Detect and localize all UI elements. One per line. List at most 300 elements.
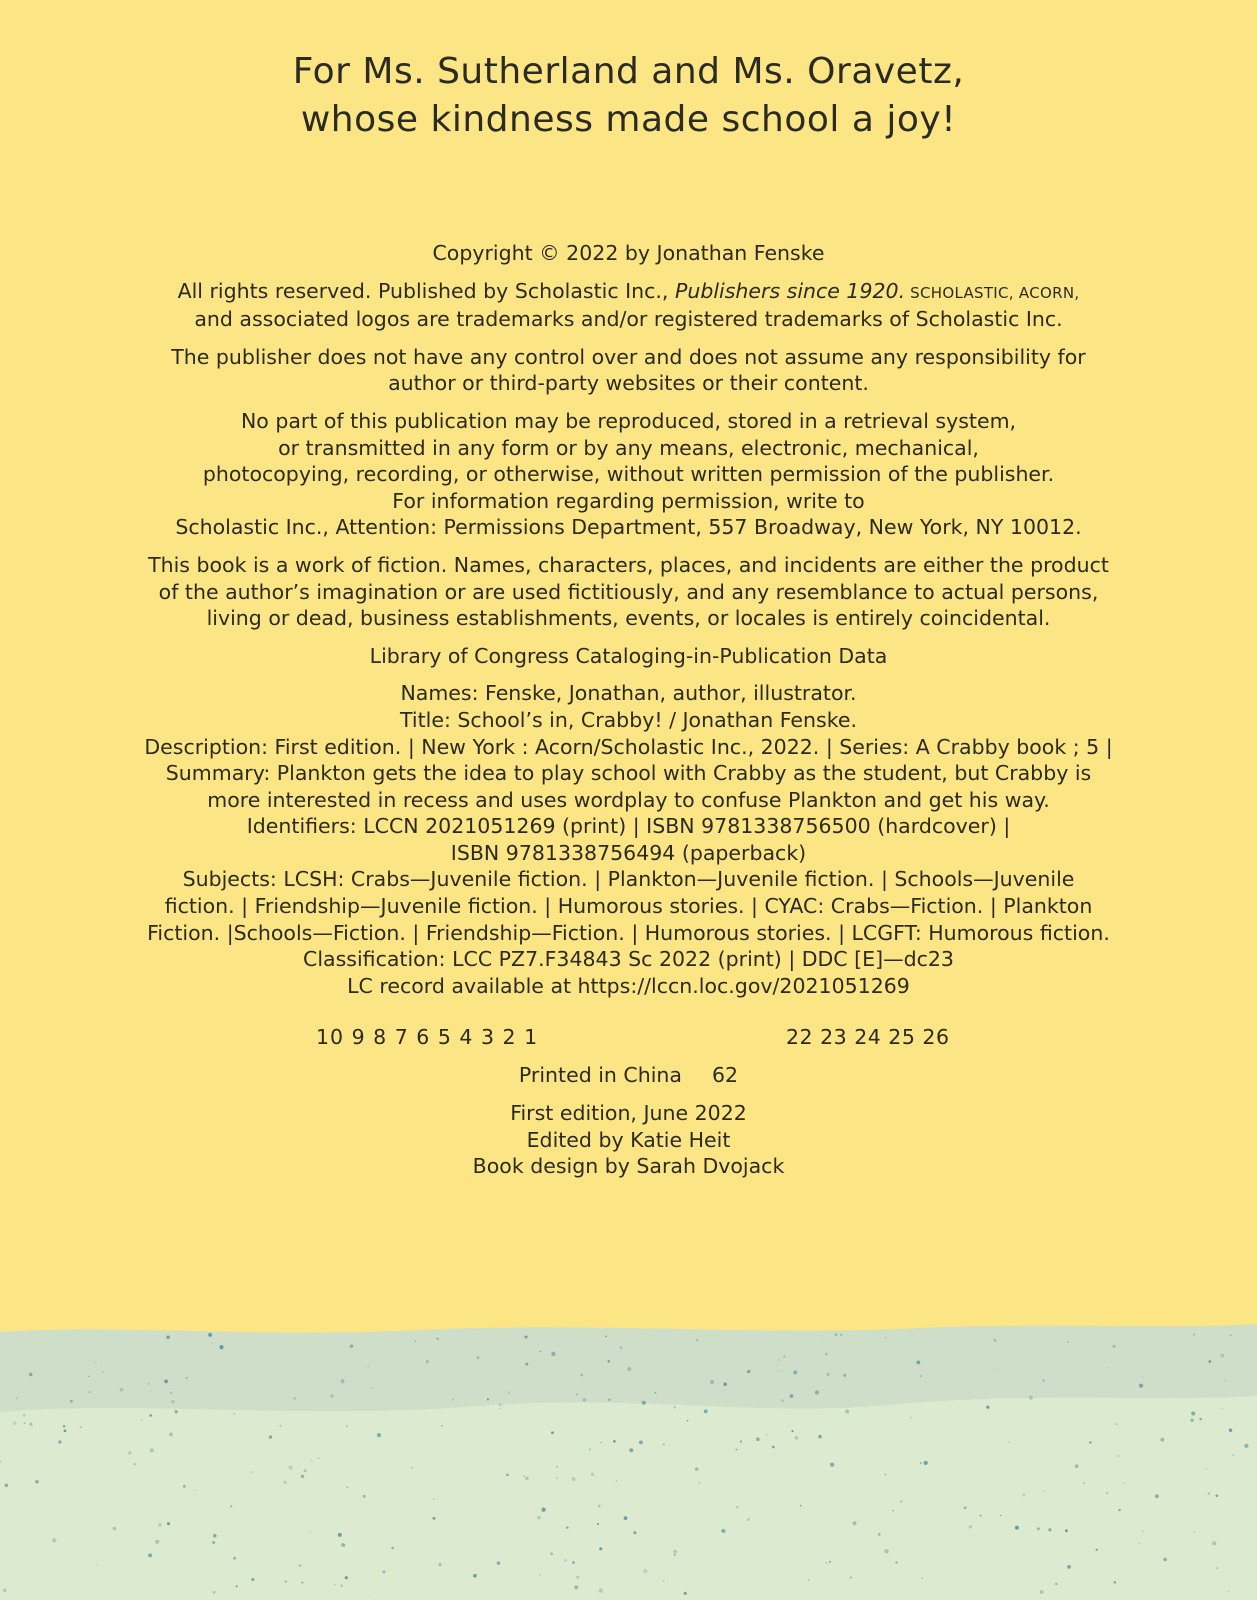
sand-speck [778, 1371, 779, 1372]
sand-speck [539, 1574, 541, 1576]
printer-code: 62 [711, 1063, 739, 1088]
sand-speck [377, 1433, 381, 1437]
sand-speck [58, 1440, 61, 1443]
cip-line: Fiction. |Schools—Fiction. | Friendship—Fiction. | Humorous stories. | LCGFT: Humorous fiction. [147, 920, 1110, 945]
sand-speck [363, 1495, 366, 1498]
cip-line: Classification: LCC PZ7.F34843 Sc 2022 (print) | DDC [E]—dc23 [303, 947, 954, 972]
sand-speck [338, 1533, 342, 1537]
sand-speck [822, 1335, 823, 1336]
sand-speck [922, 1577, 923, 1578]
sand-front-layer [0, 1396, 1257, 1600]
sand-speck [843, 1374, 846, 1377]
cip-line: Title: School’s in, Crabby! / Jonathan Fenske. [400, 707, 857, 732]
sand-speck [920, 1375, 922, 1377]
sand-speck [598, 1504, 601, 1507]
sand-speck [1008, 1441, 1009, 1442]
sand-speck [233, 1557, 236, 1560]
sand-speck [639, 1441, 643, 1445]
sand-speck [551, 1431, 554, 1434]
sand-speck [994, 1339, 997, 1342]
printing-line-numbers: 10 9 8 7 6 5 4 3 2 1 [316, 1025, 539, 1050]
sand-speck [673, 1550, 677, 1554]
sand-speck [128, 1451, 132, 1455]
sand-speck [64, 1429, 67, 1432]
sand-speck [150, 1448, 154, 1452]
sand-speck [583, 1398, 587, 1402]
sand-speck [1160, 1438, 1164, 1442]
sand-speck [164, 1380, 168, 1384]
sand-speck [133, 1463, 136, 1466]
sand-speck [211, 1343, 212, 1344]
sand-speck [1118, 1509, 1120, 1511]
sand-speck [599, 1547, 602, 1550]
sand-speck [341, 1543, 345, 1547]
sand-speck [613, 1440, 616, 1443]
sand-speck [195, 1490, 197, 1492]
reproduction-line: photocopying, recording, or otherwise, without written permission of the publisher. [202, 462, 1055, 487]
sand-speck [141, 1419, 143, 1421]
printed-in-line [0, 1062, 1257, 1089]
sand-speck [572, 1561, 575, 1564]
sand-speck [566, 1526, 568, 1528]
sand-speck [1244, 1444, 1248, 1448]
sand-speck [695, 1467, 699, 1471]
sand-speck [663, 1580, 664, 1581]
sand-speck [1075, 1464, 1079, 1468]
sand-speck [699, 1482, 701, 1484]
sand-speck [5, 1483, 9, 1487]
sand-speck [721, 1529, 725, 1533]
sand-speck [294, 1397, 296, 1399]
sand-speck [155, 1540, 159, 1544]
cip-line: Subjects: LCSH: Crabs—Juvenile fiction. | Plankton—Juvenile fiction. | Schools—Juvenile [182, 867, 1075, 892]
sand-speck [1040, 1590, 1044, 1594]
sand-speck [525, 1335, 528, 1338]
editor-line: Edited by Katie Heit [526, 1127, 731, 1152]
sand-speck [16, 1398, 18, 1400]
sand-speck [830, 1463, 834, 1467]
sand-speck [736, 1449, 737, 1450]
sand-speck [576, 1576, 579, 1579]
sand-speck [487, 1398, 489, 1400]
dedication-line: For Ms. Sutherland and Ms. Oravetz, [292, 51, 965, 92]
sand-speck [624, 1516, 628, 1520]
cip-line: more interested in recess and uses wordplay to confuse Plankton and get his way. [207, 787, 1050, 812]
sand-speck [825, 1353, 828, 1356]
sand-speck [969, 1525, 972, 1528]
sand-speck [411, 1467, 412, 1468]
sand-speck [655, 1392, 657, 1394]
sand-speck [371, 1387, 372, 1388]
sand-speck [341, 1379, 345, 1383]
sand-speck [540, 1351, 542, 1353]
sand-speck [710, 1380, 714, 1384]
cip-line: Description: First edition. | New York : Acorn/Scholastic Inc., 2022. | Series: A Crabby book ; 5 | [144, 734, 1113, 759]
sand-speck [900, 1500, 902, 1502]
sand-speck [885, 1474, 887, 1476]
sand-speck [1191, 1411, 1195, 1415]
sand-speck [345, 1576, 348, 1579]
sand-speck [13, 1421, 16, 1424]
printed-in-country: Printed in China [518, 1063, 682, 1088]
fiction-notice [0, 552, 1257, 632]
sand-speck [96, 1564, 97, 1565]
sand-speck [1112, 1345, 1115, 1348]
sand-speck [591, 1473, 594, 1476]
sand-speck [476, 1356, 479, 1359]
sand-speck [88, 1376, 90, 1378]
sand-speck [506, 1474, 508, 1476]
rights-statement [0, 278, 1257, 333]
sand-speck [473, 1574, 477, 1578]
sand-speck [633, 1531, 636, 1534]
sand-speck [1029, 1396, 1033, 1400]
sand-speck [1083, 1482, 1085, 1484]
sand-speck [433, 1517, 436, 1520]
sand-speck [986, 1405, 989, 1408]
sand-speck [892, 1510, 893, 1511]
sand-speck [236, 1585, 238, 1587]
sand-speck [642, 1401, 646, 1405]
sand-speck [304, 1469, 307, 1472]
sand-speck [747, 1370, 750, 1373]
sand-speck [285, 1580, 287, 1582]
sand-speck [607, 1360, 610, 1363]
sand-speck [835, 1333, 838, 1336]
sand-speck [1138, 1543, 1139, 1544]
sand-speck [600, 1442, 601, 1443]
dedication-line: whose kindness made school a joy! [300, 99, 957, 140]
sand-speck [911, 1417, 912, 1418]
sand-speck [687, 1420, 689, 1422]
sand-speck [251, 1578, 254, 1581]
sand-speck [845, 1410, 849, 1414]
sand-speck [1224, 1380, 1226, 1382]
sand-speck [1208, 1492, 1210, 1494]
sand-speck [438, 1563, 442, 1567]
sand-speck [301, 1475, 304, 1478]
sand-speck [113, 1527, 117, 1531]
sand-speck [597, 1523, 599, 1525]
fiction-line: living or dead, business establishments, events, or locales is entirely coincidental. [206, 606, 1051, 631]
sand-speck [1163, 1558, 1167, 1562]
sand-speck [1205, 1468, 1206, 1469]
sand-speck [740, 1441, 742, 1443]
sand-speck [1015, 1526, 1019, 1530]
sand-speck [499, 1408, 500, 1409]
sand-speck [815, 1390, 819, 1394]
sand-speck [452, 1399, 454, 1401]
sand-speck [213, 1591, 216, 1594]
sand-speck [1208, 1360, 1211, 1363]
sand-speck [330, 1394, 334, 1398]
sand-speck [30, 1423, 33, 1426]
sand-speck [1123, 1482, 1124, 1483]
reproduction-notice [0, 408, 1257, 541]
sand-speck [1022, 1493, 1025, 1496]
sand-speck [1067, 1342, 1068, 1343]
edition-line: First edition, June 2022 [510, 1101, 747, 1126]
sand-speck [916, 1361, 920, 1365]
sand-speck [318, 1457, 320, 1459]
sand-speck [350, 1344, 354, 1348]
reproduction-line: No part of this publication may be reproduced, stored in a retrieval system, [240, 408, 1017, 433]
sand-speck [525, 1477, 528, 1480]
rights-text: All rights reserved. Published by Scholastic Inc., [177, 278, 675, 303]
sand-speck [183, 1485, 186, 1488]
sand-speck [234, 1413, 235, 1414]
sand-speck [766, 1434, 767, 1435]
sand-speck [1117, 1455, 1119, 1457]
sand-speck [924, 1461, 928, 1465]
copyright-notice [0, 240, 1257, 267]
sand-speck [620, 1347, 622, 1349]
printing-numbers-row [0, 1024, 1257, 1051]
sand-speck [556, 1477, 557, 1478]
sand-speck [608, 1398, 610, 1400]
edition-credits [0, 1100, 1257, 1180]
sand-speck [574, 1585, 578, 1589]
copyright-notice-text: Copyright © 2022 by Jonathan Fenske [432, 241, 825, 265]
sand-speck [346, 1425, 348, 1427]
sand-speck [369, 1595, 370, 1596]
sand-speck [818, 1435, 822, 1439]
sand-speck [541, 1508, 545, 1512]
sand-speck [808, 1579, 809, 1580]
sand-speck [170, 1391, 173, 1394]
sandy-ground-illustration [0, 1320, 1257, 1600]
sand-speck [800, 1505, 802, 1507]
sand-speck [772, 1446, 775, 1449]
sand-speck [219, 1345, 223, 1349]
sand-speck [852, 1521, 856, 1525]
sand-speck [1089, 1441, 1091, 1443]
sand-speck [269, 1435, 272, 1438]
sand-speck [580, 1374, 583, 1377]
sand-speck [391, 1547, 394, 1550]
sand-speck [1233, 1454, 1234, 1455]
sand-speck [148, 1554, 152, 1558]
sand-speck [497, 1561, 501, 1565]
sand-speck [340, 1584, 343, 1587]
sand-speck [230, 1505, 232, 1507]
sand-speck [382, 1570, 385, 1573]
sand-speck [251, 1471, 253, 1473]
sand-speck [1230, 1335, 1232, 1337]
sand-speck [829, 1561, 831, 1563]
cip-line: ISBN 9781338756494 (paperback) [450, 840, 807, 865]
trademarks-smallcaps: SCHOLASTIC, ACORN, [905, 283, 1080, 302]
sand-speck [993, 1369, 995, 1371]
sand-speck [158, 1523, 162, 1527]
sand-speck [1000, 1515, 1002, 1517]
sand-speck [550, 1552, 553, 1555]
sand-speck [347, 1487, 349, 1489]
sand-speck [1190, 1419, 1193, 1422]
cip-line: fiction. | Friendship—Juvenile fiction. | Humorous stories. | CYAC: Crabs—Fiction. | Plankton [164, 894, 1093, 919]
sand-speck [564, 1559, 567, 1562]
sand-speck [35, 1480, 38, 1483]
sand-speck [605, 1336, 607, 1338]
sand-speck [704, 1410, 708, 1414]
sand-speck [499, 1403, 502, 1406]
sand-speck [850, 1577, 852, 1579]
sand-speck [1142, 1531, 1144, 1533]
sand-speck [1212, 1541, 1216, 1545]
sand-speck [1037, 1527, 1040, 1530]
sand-speck [148, 1383, 150, 1385]
sand-speck [1215, 1494, 1218, 1497]
sand-speck [169, 1433, 173, 1437]
sand-speck [288, 1465, 292, 1469]
sand-speck [674, 1554, 676, 1556]
sand-speck [441, 1425, 442, 1426]
sand-speck [589, 1448, 591, 1450]
sand-speck [756, 1437, 760, 1441]
sand-speck [537, 1516, 541, 1520]
sand-speck [736, 1506, 739, 1509]
sand-speck [1229, 1428, 1233, 1432]
sand-speck [674, 1406, 676, 1408]
sand-speck [1194, 1531, 1196, 1533]
sand-speck [433, 1498, 435, 1500]
disclaimer-line: The publisher does not have any control over and does not assume any responsibility for [171, 344, 1086, 369]
sand-speck [781, 1399, 784, 1402]
sand-speck [437, 1338, 439, 1340]
sand-speck [1044, 1491, 1045, 1492]
sand-speck [23, 1414, 26, 1417]
cip-line: Names: Fenske, Jonathan, author, illustrator. [400, 681, 857, 706]
sand-speck [335, 1584, 336, 1585]
sand-speck [95, 1362, 97, 1364]
sand-speck [149, 1414, 152, 1417]
sand-speck [616, 1480, 618, 1482]
sand-speck [1106, 1367, 1108, 1369]
sand-speck [208, 1333, 212, 1337]
sand-speck [599, 1589, 603, 1593]
reproduction-line: For information regarding permission, write to [392, 488, 865, 513]
sand-speck [70, 1400, 73, 1403]
rights-line: and associated logos are trademarks and/or registered trademarks of Scholastic Inc. [194, 307, 1063, 332]
sand-speck [1106, 1492, 1108, 1494]
sand-speck [696, 1339, 698, 1341]
sand-speck [1227, 1591, 1229, 1593]
sand-speck [1216, 1567, 1218, 1569]
sand-speck [980, 1515, 982, 1517]
cip-line: Identifiers: LCCN 2021051269 (print) | ISBN 9781338756500 (hardcover) | [246, 814, 1011, 839]
sand-speck [167, 1522, 170, 1525]
rights-line [0, 278, 1257, 307]
sand-speck [186, 1377, 188, 1379]
dedication [0, 48, 1257, 144]
cip-line: LC record available at https://lccn.loc.gov/2021051269 [347, 973, 910, 998]
copyright-block [0, 240, 1257, 1191]
sand-speck [878, 1533, 881, 1536]
sand-speck [778, 1359, 779, 1360]
sand-speck [747, 1518, 750, 1521]
sand-speck [29, 1373, 32, 1376]
sand-speck [556, 1466, 557, 1467]
sand-speck [1220, 1354, 1224, 1358]
sand-speck [1193, 1333, 1195, 1335]
sand-speck [964, 1506, 967, 1509]
sand-speck [723, 1382, 726, 1385]
sand-speck [311, 1460, 312, 1461]
sand-speck [783, 1355, 786, 1358]
sand-speck [1065, 1529, 1068, 1532]
sand-speck [826, 1562, 828, 1564]
sand-speck [827, 1373, 830, 1376]
sand-speck [643, 1569, 647, 1573]
sand-speck [166, 1336, 170, 1340]
designer-line: Book design by Sarah Dvojack [472, 1154, 785, 1179]
sand-speck [1114, 1581, 1116, 1583]
sand-speck [171, 1400, 174, 1403]
sand-speck [793, 1370, 797, 1374]
publisher-disclaimer [0, 344, 1257, 397]
sand-speck [299, 1564, 302, 1567]
fiction-line: This book is a work of fiction. Names, characters, places, and incidents are either the product [148, 552, 1109, 577]
sand-speck [283, 1481, 286, 1484]
sand-speck [525, 1363, 528, 1366]
sand-speck [212, 1541, 215, 1544]
loc-heading [0, 643, 1257, 670]
publisher-since: Publishers since 1920. [674, 278, 906, 303]
sand-speck [840, 1334, 842, 1336]
sand-speck [1116, 1423, 1118, 1425]
sand-speck [80, 1426, 82, 1428]
sand-speck [175, 1410, 178, 1413]
sand-speck [523, 1475, 525, 1477]
sand-speck [301, 1582, 303, 1584]
disclaimer-line: author or third-party websites or their content. [388, 371, 869, 396]
sand-speck [627, 1367, 631, 1371]
sand-speck [415, 1341, 416, 1342]
sand-speck [63, 1425, 65, 1427]
reproduction-line: or transmitted in any form or by any means, electronic, mechanical, [278, 435, 979, 460]
sand-speck [794, 1436, 798, 1440]
loc-heading-text: Library of Congress Cataloging-in-Publication Data [369, 643, 888, 668]
sand-speck [1042, 1380, 1044, 1382]
sand-speck [213, 1534, 217, 1538]
sand-speck [1199, 1418, 1202, 1421]
sand-speck [426, 1360, 429, 1363]
sand-speck [551, 1352, 555, 1356]
sand-speck [1222, 1408, 1224, 1410]
sand-speck [368, 1366, 370, 1368]
sand-speck [310, 1531, 312, 1533]
sand-speck [629, 1448, 633, 1452]
sand-speck [24, 1422, 26, 1424]
sand-speck [884, 1549, 888, 1553]
cip-data [0, 680, 1257, 999]
fiction-line: of the author’s imagination or are used fictitiously, and any resemblance to actual persons, [158, 579, 1099, 604]
sand-speck [885, 1337, 887, 1339]
sand-speck [1067, 1565, 1071, 1569]
sand-speck [790, 1394, 794, 1398]
sand-speck [920, 1462, 922, 1464]
sand-speck [571, 1477, 575, 1481]
sand-speck [89, 1391, 91, 1393]
sand-speck [52, 1538, 56, 1542]
sand-speck [663, 1444, 665, 1446]
sand-speck [1155, 1494, 1159, 1498]
sand-speck [508, 1391, 510, 1393]
cip-line: Summary: Plankton gets the idea to play school with Crabby as the student, but Crabby is [165, 761, 1092, 786]
sand-speck [1048, 1528, 1051, 1531]
sand-speck [684, 1592, 687, 1595]
sand-speck [791, 1430, 793, 1432]
